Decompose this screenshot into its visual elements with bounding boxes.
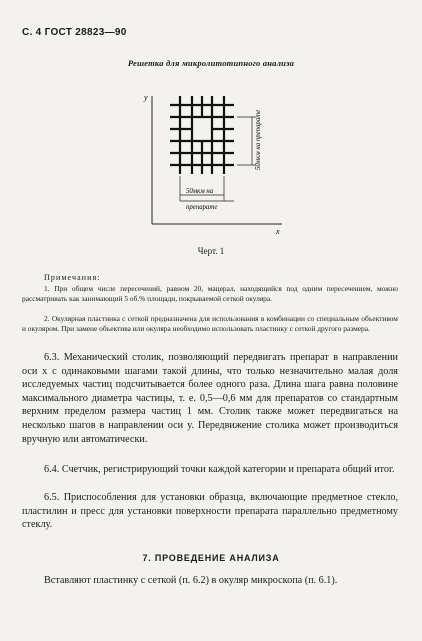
vertical-dimension — [237, 117, 256, 165]
figure-caption: Черт. 1 — [197, 246, 225, 256]
note-1: 1. При общем числе пересечений, равном 20, мацерал, находящийся под одним пересечением, можно рассматривать как занимающий 5 об.% площади, покрываемой сеткой окуляра. — [22, 284, 398, 304]
note-2: 2. Окулярная пластинка с сеткой предназначена для использования в комбинации со специальным объективом и окуляром. При замене объектива или окуляра необходимо использовать пластинку с сеткой другого размера. — [22, 314, 398, 334]
reticle-grid — [170, 96, 234, 174]
paragraph-6-4: 6.4. Счетчик, регистрирующий точки каждой категории и препарата общий итог. — [44, 464, 395, 475]
vertical-dimension-label: 50мкм на препарате — [255, 109, 262, 170]
figure-title: Решетка для микролитотипного анализа — [127, 58, 295, 68]
paragraph-6-3: 6.3. Механический столик, позволяющий передвигать препарат в направлении оси x с одинаковыми шагами такой длины, что только незначительно малая доля исследуемых частиц подсчитывается более одного раза. Длина шага равна половине максимального диаметра частицы, т. е. 0,5—0,6 мм для препаратов со стандартным верхним пределом размера частиц 1 мм. Столик также может передвигаться на несколько шагов в направлении оси y. Передвижение столика может производиться вручную или автоматически. — [22, 352, 398, 445]
section-paragraph: Вставляют пластинку с сеткой (п. 6.2) в окуляр микроскопа (п. 6.1). — [44, 575, 338, 586]
horizontal-dimension-label-top: 50мкм на — [186, 188, 214, 195]
paragraph-6-5: 6.5. Приспособления для установки образца, включающие предметное стекло, пластилин и пресс для установки поверхности препарата параллельно предметному стеклу. — [22, 492, 398, 531]
notes-heading: Примечания: — [44, 273, 101, 282]
grid-diagram — [140, 86, 290, 236]
y-axis-label: y — [144, 93, 148, 102]
grid-figure — [140, 86, 290, 236]
page-header: С. 4 ГОСТ 28823—90 — [22, 27, 127, 38]
horizontal-dimension-label-bottom: препарате — [186, 204, 218, 211]
x-axis-label: x — [276, 227, 280, 236]
section-title: 7. ПРОВЕДЕНИЕ АНАЛИЗА — [142, 553, 280, 563]
